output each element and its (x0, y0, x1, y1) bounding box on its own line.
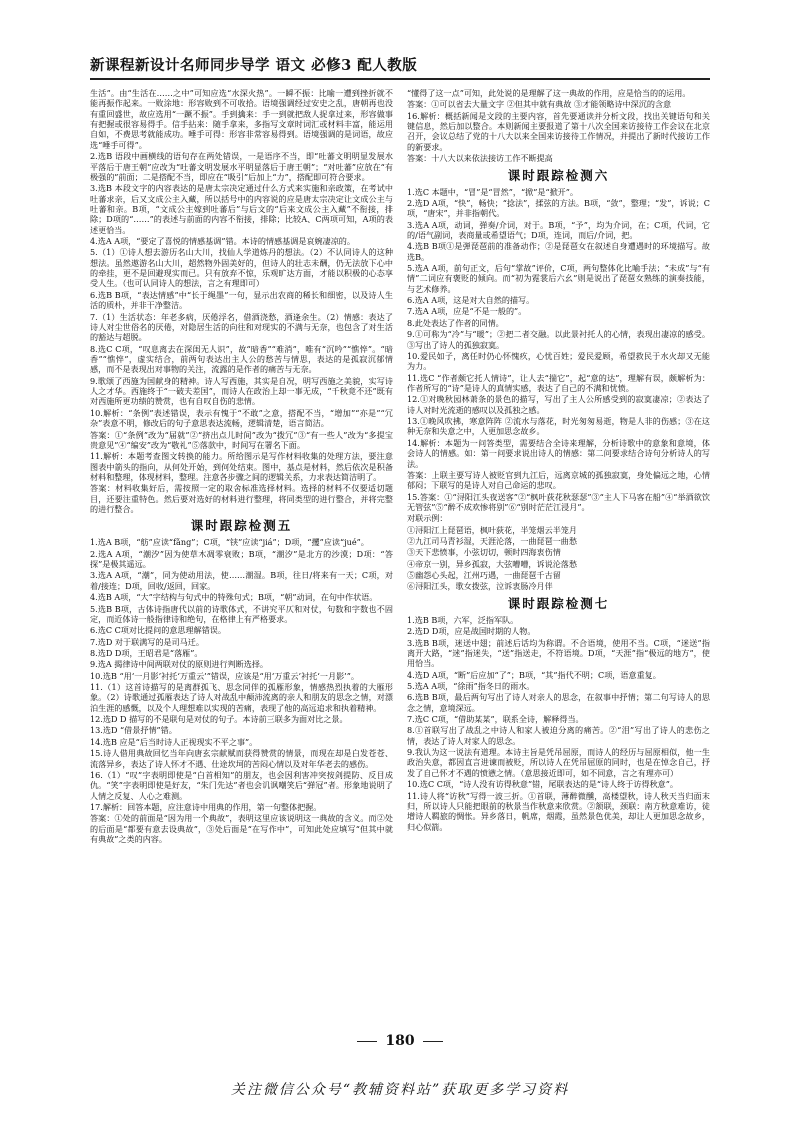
answer-item: 7.选D 对于联满写的是司马迁。 (90, 636, 204, 647)
section-title-7: 课时跟踪检测七 (507, 595, 610, 611)
left-items-a (90, 88, 393, 514)
answer-item: ④帝京一别，异乡孤寂，大弦嘈嘈，诉说沦落愁 (407, 558, 577, 569)
running-title: 新课程新设计名师同步导学 语文 必修3 配人教版 (90, 57, 418, 74)
answer-item: 14.选B 应是“后当时诗人正视现实不平之事”。 (90, 736, 258, 747)
left-column (90, 88, 393, 1028)
left-items-b (90, 537, 393, 844)
answer-item: 8.选D D项，王昭君是“落雁”。 (90, 647, 203, 658)
answer-item: 1.选C 本题中，“冒”是“冒然”，“掀”是“掀开”。 (407, 186, 578, 197)
answer-item: 13.选D “借景抒情”错。 (90, 725, 177, 736)
answer-item: 13.①晚风吹拂，寒意阵阵 ②流水与落花，时光匆匆易逝，物是人非的伤感；③在这种无奈和失意之中，人更加思念故乡。 (407, 416, 710, 437)
answer-item: 7.选A A项，应是“不是一般的”。 (407, 306, 527, 317)
answer-item: 1.选A B项，“舫”应读“fǎng”；C项，“铗”应读“jiá”；D项，“攫”应读“jué”。 (90, 537, 369, 548)
answer-item: “懂得了这一点”可知，此处说的是理解了这一典故的作用，应是恰当的的运用。 (407, 88, 691, 98)
page-header (90, 56, 710, 80)
answer-item: ②九江司马青衫湿，天涯沦落，一曲琵琶一曲愁 (407, 536, 577, 547)
answer-item: 10.解析：“条例”表述错误，表示有愧于“不敢”之意，搭配不当，“增加”“亦是”“冗杂”表意不明，修改后的句子意思表达流畅，逻辑清楚，语言简洁。 (90, 407, 393, 429)
answer-item: 2.选B 语段中画横线的语句存在两处错误，一是语序不当，即“吐蕃文明明显发展水平落后于唐王朝”应改为“吐蕃文明发展水平明显落后于唐王朝”；“对吐蕃”应放在“有极强的”前面；二是搭配不当，即应在“吸引”后加上“力”，搭配即可符合要求。 (90, 151, 393, 182)
answer-item: 15.答案：①“浔阳江头夜送客”②“枫叶荻花秋瑟瑟”③“主人下马客在船”④“举酒欲饮无管弦”⑤“醉不成欢惨将别”⑥“别时茫茫江浸月”。 (407, 491, 710, 512)
answer-item: 2.选D A项，“快”，畅快；“捻法”，揉弦的方法。B项，“敛”，整理；“发”，诉说；C项，“唐宋”，并非指朝代。 (407, 197, 710, 219)
answer-item: ⑤幽怨心头起，江州巧遇，一曲琵琶千古留 (407, 570, 561, 581)
answer-item: 答案：材料收集好后，需按照一定的取舍标准选择材料。选择的材料不仅要适切题目，还要注重特色。然后要对选好的材料进行整理，将同类型的进行整合，并将完整的进行整合。 (90, 483, 393, 515)
answer-item: 6.选B B项，“表达情感”中“长于绳墨”一句，显示出农商的稀长和细密，以及诗人生活的质朴，并非干净整洁。 (90, 289, 393, 311)
answer-item: 8.选C C项，“叹息离去在深闺无人识”，故“暗香”“难消”，唯有“沉吟”“憔悴”。“暗香”“憔悴”，虚实结合，前两句表达出主人公的愁苦与情思，表达的是孤寂沉郁情感，而不是表现出对事物的关注，流露的是作者的痛苦与无奈。 (90, 343, 393, 375)
answer-item: 4.选A A项，“要定了喜悦的情感基调”错。本诗的情感基调是哀婉凄凉的。 (90, 236, 355, 247)
answer-item: 11.诗人将“访秋”写得一波三折。①首联，薄醉微醺，高楼望秋，诗人秋天当归面末归，所以诗人只能把眼前的秋景当作秋意来欣赏。②颔联，颈联：南方秋意难访，徒增诗人羁旅的惆怅。异乡落日，帆席，烟霞，虽然景色优美，却让人更加思念故乡，归心似箭。 (407, 790, 710, 832)
answer-item: ⑥浔阳江头，歌女拨弦，泣诉衷肠冷月伴 (407, 581, 553, 592)
answer-item: 10.选C C项，“诗人没有访得秋意”错，尾联表达的是“诗人终于访得秋意”。 (407, 779, 679, 790)
footer-handwritten-note: 关注微信公众号“教辅资料站”获取更多学习资料 (230, 1082, 570, 1098)
answer-item: 9.①可称为“冷”与“暖”；②把二者交融。以此景衬托人的心情，表现出凄凉的感受。③写出了诗人的孤独寂寞。 (407, 329, 710, 350)
answer-item: 4.选B B项①是弹琵琶前的准备动作；②是琵琶女在叙述自身遭遇时的环境描写。故选B。 (407, 241, 710, 262)
answer-item: 3.选A A项，动词，弹奏/介词，对于。B项，“予”，均为介词，在；C项，代词，它的/语气副词，表商量或希望语气；D项，连词，而后/介词，把。 (407, 219, 710, 240)
page-number: 180 (385, 1033, 415, 1049)
answer-item: 4.选D A项，“断”后应加“了”；B项，“其”指代不明；C项，语意重复。 (407, 669, 661, 680)
answer-item: 10.爱民如子，离任时仍心怀愧疚，心忧百姓；爱民爱顾，希望救民于水火却又无能为力。 (407, 350, 710, 372)
answer-item: 1.选B B项，六军，泛指军队。 (407, 614, 519, 625)
right-column (407, 88, 710, 1028)
answer-item: 答案：①“条例”改为“届就”②“挤出点儿时间”改为“拨冗”③“有一些人”改为“多提宝贵意见”④“编安”改为“敬礼”⑤落款中，时间写在署名下面。 (90, 429, 393, 450)
answer-item: 3.选A A项，“潮”，同为使动用法，使……潮湿。B项，往日/将来有一天；C项，对着/接连；D项，回收/返回，回家。 (90, 570, 393, 591)
answer-item: 2.选A A项，“潮汐”因为使草木凋零衰败；B项，“潮汐”是北方的沙漠；D项：“答探”是极其遥远。 (90, 548, 393, 570)
couplet-list (407, 525, 710, 592)
answer-item: 5.（1）①诗人想去游历名山大川，找仙人学道炼丹的想法。（2）不认同诗人的这种想法。虽然遨游名山大川，超然物外固美好的，但诗人的壮志未酬，仍无法放下心中的牵挂，更不是回避现实而已。只有放弃不惊，乐观旷达方面，才能以积极的心态享受人生。（也可认同诗人的想法，言之有理即可） (90, 247, 393, 289)
answer-item: 10.选B “用‘一月影’衬托‘万重云’”错误，应该是“用‘万重云’衬托‘一月影’”。 (90, 670, 359, 681)
answer-item: 8.此处表达了作者的同情。 (407, 317, 504, 328)
answer-item: 9.我认为这一说法有道理。本诗主旨是凭吊屈原，而诗人的经历与屈原相似，他一生政治失意，都因直言进谏而被贬，所以诗人在凭吊屈原的同时，也是在悼念自己，抒发了自己怀才不遇的愤懑之情。（意思接近即可，如不同意，言之有理亦可） (407, 747, 710, 778)
answer-item: 11.解析：本题考查图文转换的能力。所给图示是写作材料收集的处理方法，要注意图表中箭头的指向，从何处开始，到何处结束。图中，基点是材料，然后依次是积备材料和整理，体现材料，整理。注意各步骤之间的逻辑关系，力求表达简洁明了。 (90, 451, 393, 482)
page-number-dash-right (423, 1041, 443, 1042)
answer-item: ③天下悲愤事，小弦切切，顿时四海衷伤情 (407, 547, 561, 558)
right-items-b (407, 187, 710, 513)
answer-item: ①浔阳江上琵琶语，枫叶荻花，半笼烟云半笼月 (407, 524, 577, 535)
answer-item: 3.选B 本段文字的内容表达的是唐太宗决定通过什么方式来实施和亲政策，在考试中吐蕃求亲，后又文成公主入藏，所以括号中的内容说的应是唐太宗决定让文成公主与吐蕃和亲。B项，“文成公主嫁到吐蕃后”与后文的“后来文成公主入藏”不衔接，排除；D项的“……”的表述与前面的内容不衔接，排除；比较A、C两项可知，A项的表述更恰当。 (90, 183, 393, 235)
answer-item: 6.选B B项，最后两句写出了诗人对亲人的思念，在叙事中抒情；第二句写诗人的思念之情，意境深远。 (407, 692, 710, 713)
answer-item: 7.选C C项，“借助某某”，联系全诗，解释得当。 (407, 714, 584, 725)
page-number-row (0, 1033, 800, 1049)
answer-item: 9.选A 揭律诗中间两联对仗的原则进行判断选择。 (90, 659, 269, 670)
answer-item: 11.选C “作者颇它托人情诗”，让人去“揣它”，起“意的达”，理解有误，颇解析为：作者所写的“诗”是诗人的真情实感，表达了自己的不满和忧愤。 (407, 372, 710, 393)
answer-item: 15.诗人借用典故回忆当年向唐玄宗献赋而获得赞赏的情景，而现在却是白发苍苍、流落异乡，表达了诗人怀才不遇、仕途坎坷的苦闷心情以及对年华老去的感伤。 (90, 748, 393, 769)
answer-item: 16.（1）“叹”字表明即使是“白首相知”的朋友，也会因利害冲突按剑提防、反目成仇。“笑”字表明即使是好友，“朱门先达”者也会讥讽嘲笑后“弹冠”者。形象地说明了人情之反复、人心之难测。 (90, 769, 393, 801)
answer-item: 5.选B B项，古体诗指唐代以前的诗歌体式，不讲究平仄和对仗，句数和字数也不固定，而近体诗一般指律诗和绝句，在格律上有严格要求。 (90, 603, 393, 624)
answer-item: 5.选A A项，“徐雨”指冬日的雨水。 (407, 680, 535, 691)
answer-item: 12.选D D 描写的不是联句是对仗的句子。本诗前三联多为面对比之景。 (90, 714, 348, 725)
answer-item: 2.选D D项，应是战国时期的人物。 (407, 626, 536, 637)
right-items-c (407, 615, 710, 832)
answer-item: 答案：上联主要写诗人被贬官到九江后，远离京城的孤独寂寞，身处偏远之地，心情郁闷；下联写的是诗人对自己命运的悲叹。 (407, 469, 710, 491)
section-title-5: 课时跟踪检测五 (190, 518, 293, 534)
answer-item: 12.①对晚秋园林萧条的景色的描写，写出了主人公所感受到的寂寞凄凉；②表达了诗人对时光流逝的感叹以及孤独之感。 (407, 394, 710, 415)
answer-item: 3.选B B项，迷送中翅；前述后话均为称谓。不合语境，使用不当。C项，“迷送”指离开大路，“迷”指迷失，“送”指送走，不符语境。D项，“天涯”指“极远的地方”，使用恰当。 (407, 637, 710, 669)
answer-item: 5.选A A项，前句正文，后句“掌故”评价，C项，两句整体化比喻手法；“未成”与“有情”二词应有褒贬的倾向。而“初为霓裳后六幺”则是说出了琵琶女熟练的演奏技能，与艺术修养。 (407, 263, 710, 294)
section-title-6: 课时跟踪检测六 (507, 167, 610, 183)
answer-item: 9.歌颂了西施为国献身的精神。诗人写西施，其实是自况，明写西施之美貌，实写诗人之才华。西施终于“一破夫差国”，而诗人在政治上却一事无成，“千秋竟不还”既有对西施所更功绩的赞赏，也有自叹自伤的悲情。 (90, 375, 393, 407)
answer-item: 8.①首联写出了战乱之中诗人和家人被迫分离的痛苦。②“泪”写出了诗人的悲伤之情，表达了诗人对家人的思念。 (407, 725, 710, 746)
answer-item: 答案：①处的前面是“因为用一个典故”，表明这里应该说明这一典故的含义。而②处的后面是“都要有意去设典故”，③处后面是“在写作中”，可知此处应填写“但其中就有典故”之类的内容。 (90, 813, 393, 845)
answer-item: 17.解析：回答本题，应注意诗中用典的作用，第一句整体把握。 (90, 802, 322, 812)
couplet-title: 对联示例： (407, 513, 448, 524)
answer-item: 答案：十八大以来依法接访工作不断提高 (407, 153, 553, 164)
answer-columns (90, 88, 710, 1028)
answer-item: 14.解析：本题为一问答类型，需要结合全诗来理解，分析诗歌中的意象和意境，体会诗人的情感。如：第一问要求说出诗人的情感：第二问要求结合诗句分析诗人的写法。 (407, 437, 710, 469)
answer-item: 7.（1）生活状态：年老多病，厌倦浮名，借酒浇愁，酒逢余生。（2）情感：表达了诗人对尘世俗名的厌倦，对隐居生活的向往和对现实的不满与无奈，也包含了对生活的豁达与超脱。 (90, 311, 393, 343)
answer-item: 6.选A A项，这是对大自然的描写。 (407, 295, 535, 306)
answer-item: 6.选C C项对比提问的意思理解错误。 (90, 625, 226, 636)
page-number-dash-left (357, 1041, 377, 1042)
answer-item: 11.（1）这首诗描写的是离群孤飞、思念同伴的孤雁形象，情感热烈执着的大雁形象。（2）诗歌通过孤雁表达了诗人对战乱中颠沛流离的亲人和朋友的思念之情，对漂泊生涯的感慨，以及个人理想难以实现的苦痛，表现了他的高远追求和执着精神。 (90, 682, 393, 713)
answer-item: 生活”。由“生活在……之中”可知应选“水深火热”。一瞬不振：比喻一遭到挫折就不能再振作起来。一败涂地：形容败到不可收拾。语境强调经过安史之乱，唐朝再也没有重回盛世，故应选用“一蹶不振”。手到擒来：手一到就把敌人捉拿过来，形容做事有把握或很容易得手。信手拈来：随手拿来，多指写文章时词汇或材料丰富，能运用自如，不费思考就能成功。唾手可得：形容非常容易得到。语境强调的是词语，故应选“唾手可得”。 (90, 88, 393, 150)
answer-item: 16.解析：概括新闻是文段的主要内容，首先要通读并分析文段，找出关键语句和关键信息，然后加以整合。本则新闻主要报道了第十八次全国来访接待工作会议在北京召开，会议总结了党的十八大以来全国来访接待工作情况，并提出了新时代接访工作的新要求。 (407, 110, 710, 152)
right-items-a (407, 88, 710, 164)
answer-item: 4.选B A项，“大”字结构与句式中的特殊句式；B项，“朝”动词，在句中作状语。 (90, 592, 378, 603)
answer-item: 答案：①可以省去大量文字 ②但其中就有典故 ③才能领略诗中深沉的含意 (407, 99, 672, 110)
